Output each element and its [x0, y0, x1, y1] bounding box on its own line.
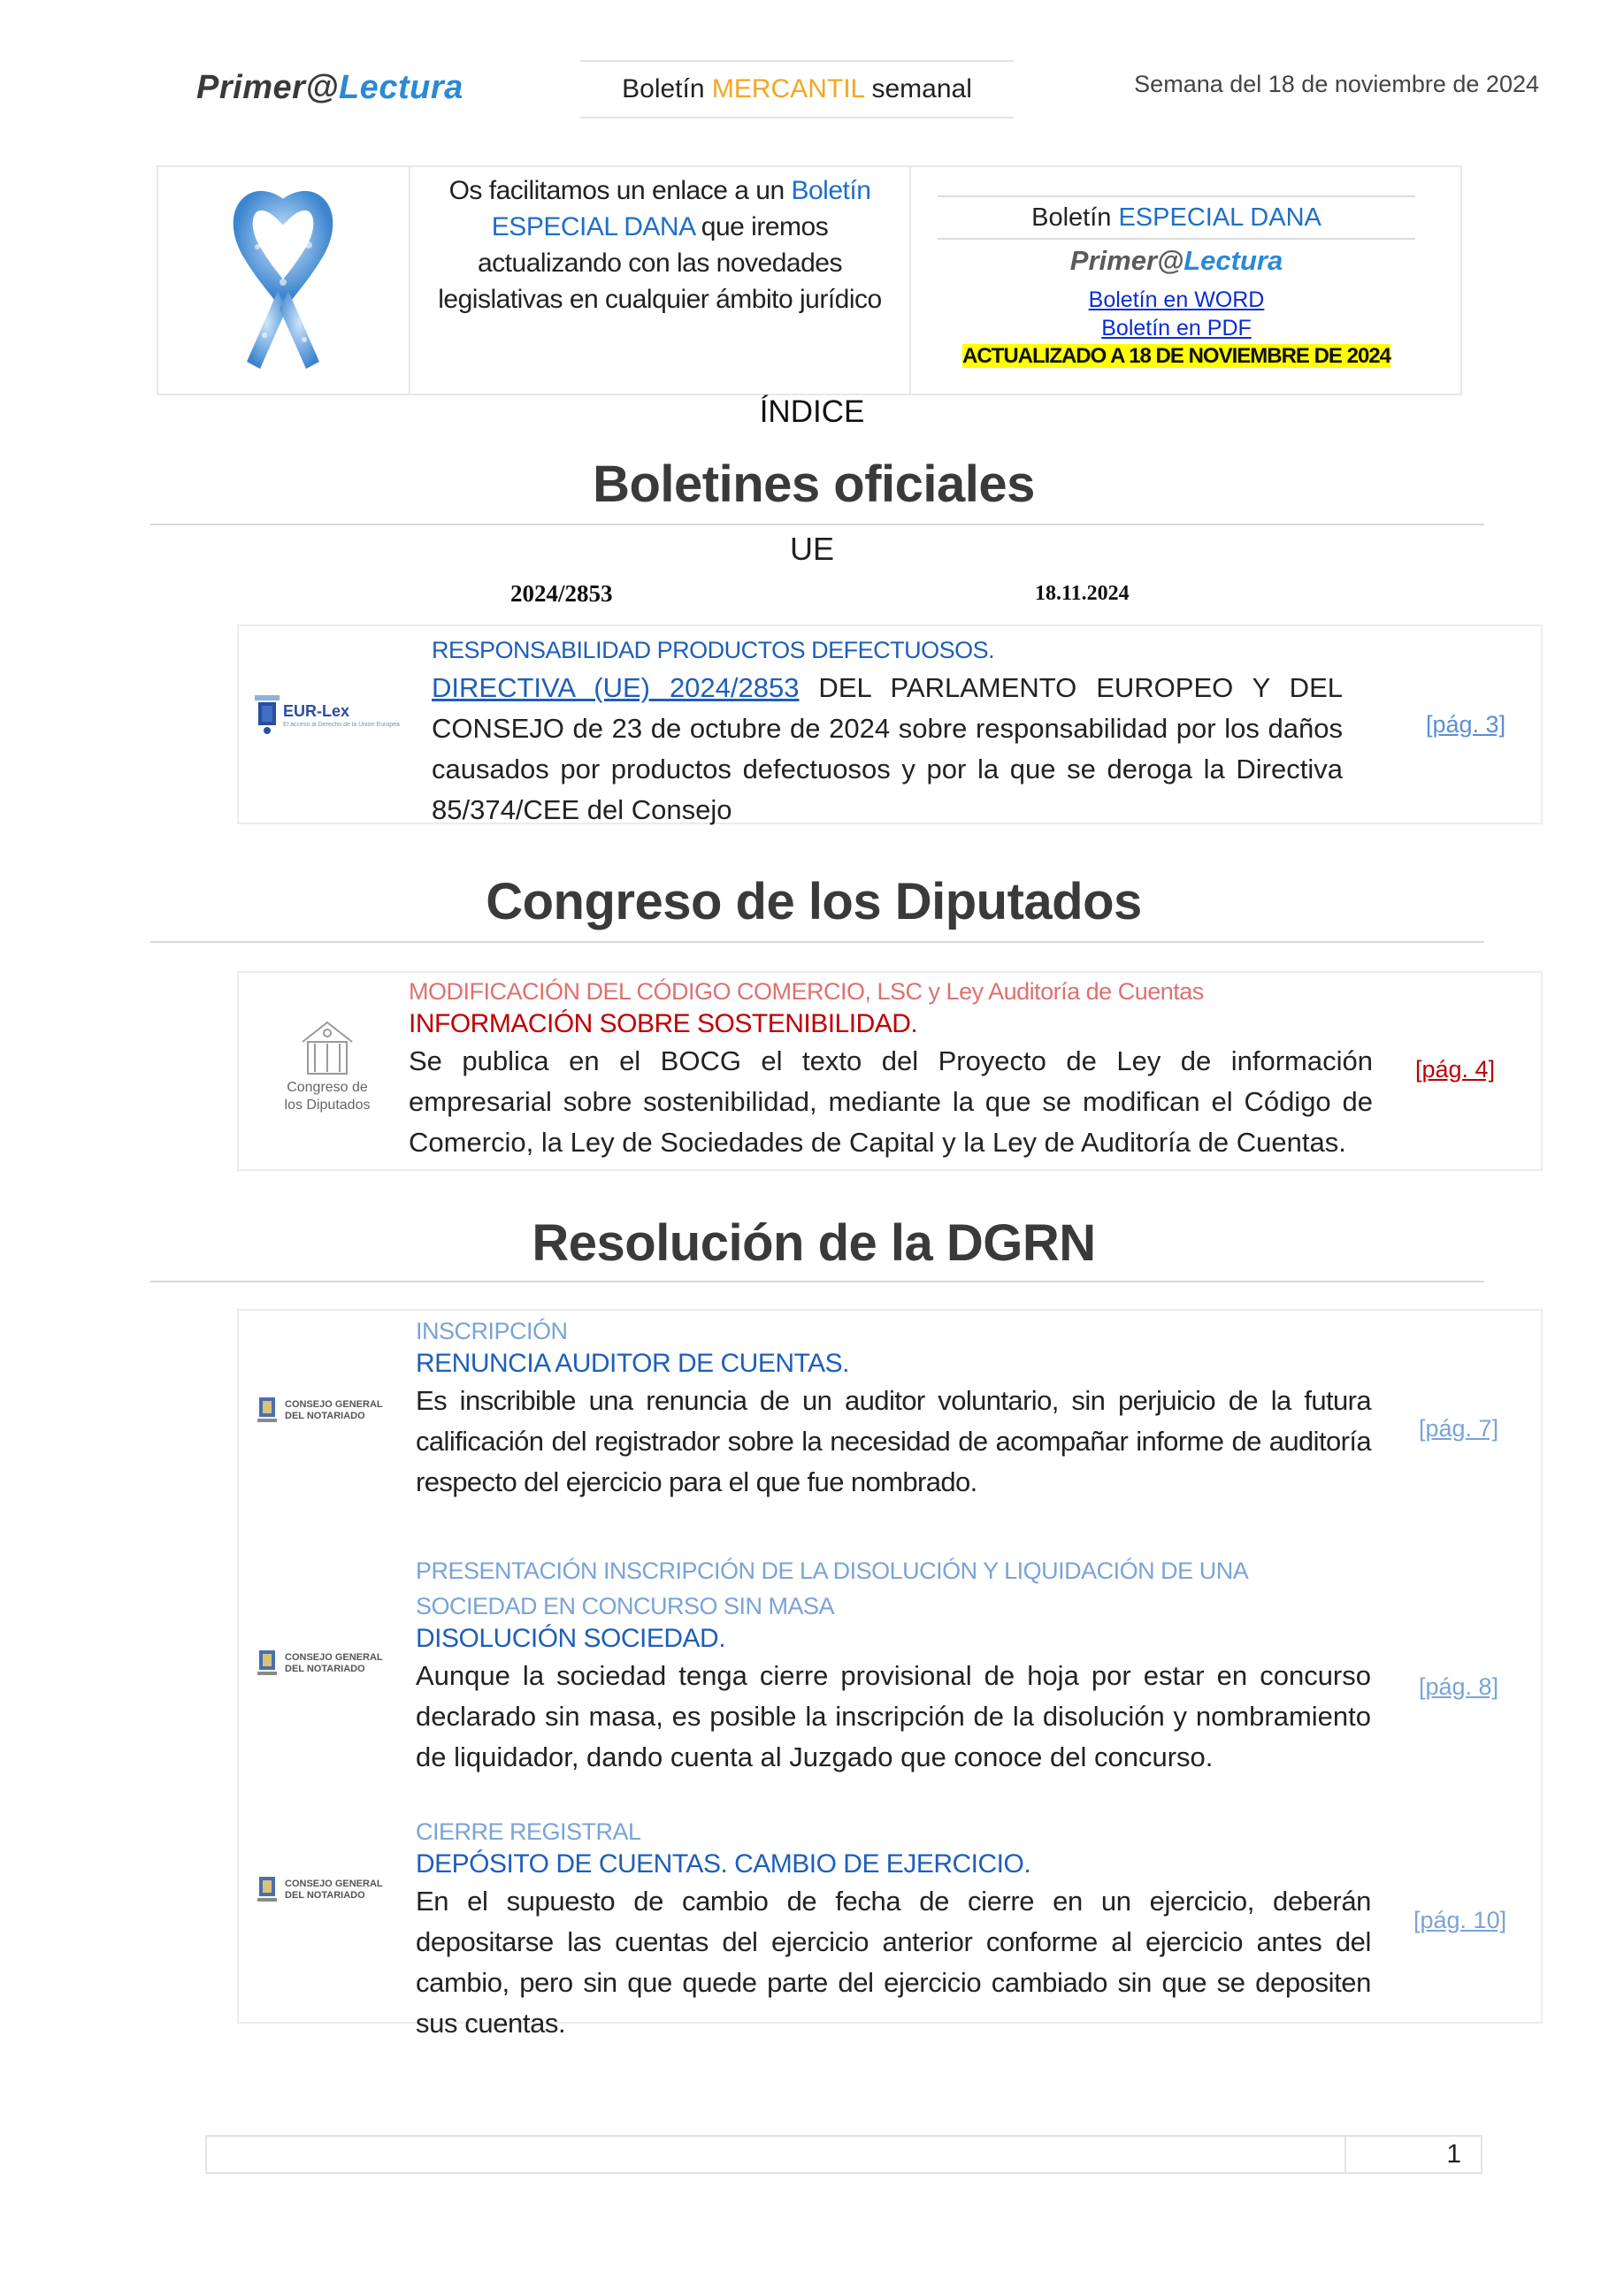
dgrn-entry	[239, 1311, 1541, 1550]
section-title-dgrn: Resolución de la DGRN	[532, 1214, 1096, 1272]
entry-content	[409, 978, 1373, 1163]
entry-text: Aunque la sociedad tenga cierre provisional de hoja por estar en concurso declarado sin masa, es posible la inscripción de la disolución y nombramiento de liquidador, dando cuenta al Juzgado que conoce del concurso.	[416, 1660, 1371, 1772]
dana-description-cell	[410, 167, 911, 394]
dana-title: Boletín ESPECIAL DANA	[938, 195, 1415, 240]
entry-category: RESPONSABILIDAD PRODUCTOS DEFECTUOSOS.	[432, 637, 995, 663]
entry-sostenibilidad	[237, 971, 1543, 1171]
entry-category: INSCRIPCIÓN	[416, 1318, 568, 1344]
notariado-crest-icon	[257, 1645, 278, 1680]
entry-category: MODIFICACIÓN DEL CÓDIGO COMERCIO, LSC y Ley Auditoría de Cuentas	[409, 978, 1204, 1005]
page-link[interactable]: [pág. 8]	[1419, 1673, 1499, 1700]
entry-content	[416, 1818, 1371, 2044]
entry-category: CIERRE REGISTRAL	[416, 1818, 641, 1845]
dana-description: Os facilitamos un enlace a un Boletín ESPECIAL DANA que iremos actualizando con las novedades legislativas en cualquier ámbito jurídico	[438, 176, 882, 314]
dana-updated-label: ACTUALIZADO A 18 DE NOVIEMBRE DE 2024	[962, 344, 1390, 368]
entry-directiva	[237, 624, 1543, 824]
page-link[interactable]: [pág. 4]	[1415, 1056, 1496, 1083]
eurlex-logo-title: EUR-Lex	[283, 702, 350, 720]
entry-title: DEPÓSITO DE CUENTAS. CAMBIO DE EJERCICIO.	[416, 1849, 1031, 1879]
entry-text: En el supuesto de cambio de fecha de cierre en un ejercicio, deberán depositarse las cuentas del ejercicio anterior conforme al ejercicio antes del cambio, pero sin que quede parte del ejercicio cambiado sin que se depositen sus cuentas.	[416, 1886, 1371, 2039]
dana-links-cell	[911, 167, 1460, 394]
awareness-ribbon-icon	[158, 167, 409, 394]
entry-title: INFORMACIÓN SOBRE SOSTENIBILIDAD.	[409, 1009, 918, 1038]
section-subtitle-ue: UE	[789, 531, 834, 567]
notariado-logo: CONSEJO GENERAL DEL NOTARIADO	[257, 1868, 416, 1921]
page-number: 1	[1344, 2137, 1481, 2172]
page-link[interactable]: [pág. 3]	[1426, 711, 1506, 738]
dana-pdf-link[interactable]: Boletín en PDF	[1101, 316, 1252, 341]
index-heading: ÍNDICE	[759, 394, 865, 429]
entry-group-dgrn	[237, 1309, 1543, 2039]
dana-primer-lectura-logo: Primer@Lectura	[1069, 245, 1283, 276]
section-title-congreso: Congreso de los Diputados	[486, 873, 1142, 930]
section-divider	[150, 941, 1484, 943]
section-divider	[150, 524, 1484, 525]
entry-content	[432, 637, 1343, 830]
entry-text: DIRECTIVA (UE) 2024/2853 DEL PARLAMENTO EUROPEO Y DEL CONSEJO de 23 de octubre de 2024 sobre responsabilidad por los daños causados por productos defectuosos y por la que se deroga la Directiva 85/374/CEE del Consejo	[432, 672, 1343, 825]
dgrn-entry	[239, 1550, 1541, 1815]
notariado-crest-icon	[257, 1392, 278, 1427]
bulletin-type: MERCANTIL	[711, 74, 865, 103]
week-label: Semana del 18 de noviembre de 2024	[1134, 71, 1539, 97]
dana-word-link[interactable]: Boletín en WORD	[1088, 287, 1265, 312]
entry-content	[416, 1318, 1371, 1503]
entry-title: DISOLUCIÓN SOCIEDAD.	[416, 1624, 726, 1653]
notariado-logo: CONSEJO GENERAL DEL NOTARIADO	[257, 1389, 416, 1442]
page-link[interactable]: [pág. 7]	[1419, 1415, 1499, 1442]
entry-title: RENUNCIA AUDITOR DE CUENTAS.	[416, 1349, 849, 1378]
dgrn-entry	[239, 1818, 1541, 2039]
document-number: 2024/2853	[510, 580, 613, 607]
page-footer	[205, 2135, 1482, 2174]
entry-text: Es inscribible una renuncia de un auditor voluntario, sin perjuicio de la futura calificación del registrador sobre la necesidad de acompañar informe de auditoría respecto del ejercicio para el que fue nombrado.	[416, 1385, 1371, 1497]
notariado-crest-icon	[257, 1871, 278, 1907]
directiva-link[interactable]: DIRECTIVA (UE) 2024/2853	[432, 672, 800, 703]
congreso-building-icon	[239, 973, 416, 1169]
section-title-boletines: Boletines oficiales	[593, 455, 1035, 513]
notariado-logo: CONSEJO GENERAL DEL NOTARIADO	[257, 1642, 416, 1695]
congreso-logo	[239, 973, 416, 1169]
page-link[interactable]: [pág. 10]	[1413, 1907, 1507, 1933]
entry-content	[416, 1553, 1371, 1778]
eurlex-logo-subtitle: El acceso al Derecho de la Unión Europea	[283, 722, 400, 728]
primer-lectura-logo: Primer@Lectura	[196, 69, 463, 106]
dana-ribbon-cell	[158, 167, 410, 394]
dana-banner	[157, 165, 1462, 395]
bulletin-title: Boletín MERCANTIL semanal	[580, 60, 1014, 119]
entry-text: Se publica en el BOCG el texto del Proyecto de Ley de información empresarial sobre sostenibilidad, mediante la que se modifican el Código de Comercio, la Ley de Sociedades de Capital y la Ley de Auditoría de Cuentas.	[409, 1045, 1373, 1158]
section-divider	[150, 1281, 1484, 1282]
document-date: 18.11.2024	[1035, 582, 1130, 605]
entry-category: PRESENTACIÓN INSCRIPCIÓN DE LA DISOLUCIÓN Y LIQUIDACIÓN DE UNA SOCIEDAD EN CONCURSO SIN MASA	[416, 1557, 1247, 1619]
congreso-logo-text: Congreso de los Diputados	[284, 1080, 371, 1113]
eurlex-logo	[239, 626, 416, 823]
